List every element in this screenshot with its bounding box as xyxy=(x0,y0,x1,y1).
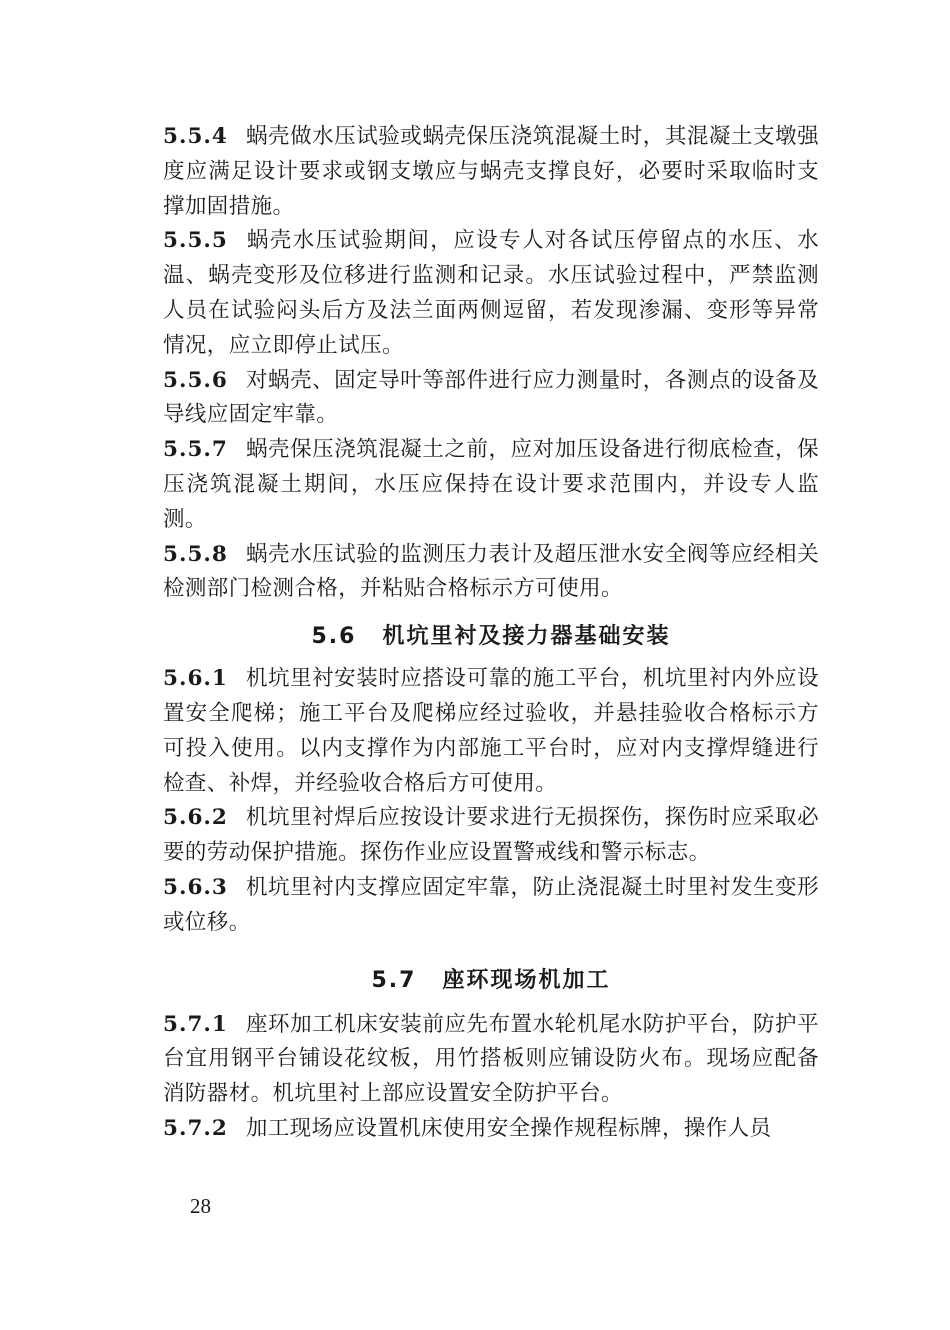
clause-5-5-6 xyxy=(163,364,819,434)
page-number: 28 xyxy=(190,1194,211,1218)
clause-number: 5.6.1 xyxy=(163,666,228,692)
clause-5-6-2 xyxy=(163,801,819,871)
section-heading-5-7 xyxy=(163,963,819,994)
clause-5-6-3 xyxy=(163,871,819,941)
clause-text: 机坑里衬焊后应按设计要求进行无损探伤，探伤时应采取必要的劳动保护措施。探伤作业应设置警戒线和警示标志。 xyxy=(163,805,819,866)
clause-text: 蜗壳水压试验的监测压力表计及超压泄水安全阀等应经相关检测部门检测合格，并粘贴合格标示方可使用。 xyxy=(163,541,819,602)
section-title-text: 座环现场机加工 xyxy=(442,967,611,993)
clause-5-6-1 xyxy=(163,662,819,801)
section-number: 5.6 xyxy=(311,624,357,650)
clause-text: 对蜗壳、固定导叶等部件进行应力测量时，各测点的设备及导线应固定牢靠。 xyxy=(163,367,819,428)
clause-text: 座环加工机床安装前应先布置水轮机尾水防护平台，防护平台宜用钢平台铺设花纹板，用竹搭板则应铺设防火布。现场应配备消防器材。机坑里衬上部应设置安全防护平台。 xyxy=(163,1011,819,1107)
document-body xyxy=(163,120,819,1147)
clause-number: 5.7.2 xyxy=(163,1115,228,1141)
clause-number: 5.6.3 xyxy=(163,874,228,900)
clause-text: 机坑里衬安装时应搭设可靠的施工平台，机坑里衬内外应设置安全爬梯；施工平台及爬梯应经过验收，并悬挂验收合格标示方可投入使用。以内支撑作为内部施工平台时，应对内支撑焊缝进行检查、补焊，并经验收合格后方可使用。 xyxy=(163,666,819,796)
clause-5-5-8 xyxy=(163,538,819,608)
clause-number: 5.5.4 xyxy=(163,124,228,149)
clause-number: 5.5.5 xyxy=(163,228,228,254)
clause-text: 加工现场应设置机床使用安全操作规程标牌，操作人员 xyxy=(245,1115,772,1141)
clause-number: 5.5.8 xyxy=(163,541,228,567)
clause-5-7-2 xyxy=(163,1112,819,1147)
clause-text: 蜗壳保压浇筑混凝土之前，应对加压设备进行彻底检查，保压浇筑混凝土期间，水压应保持在设计要求范围内，并设专人监测。 xyxy=(163,437,819,532)
clause-5-5-7 xyxy=(163,433,819,537)
section-number: 5.7 xyxy=(371,967,417,993)
clause-number: 5.5.6 xyxy=(163,367,228,393)
clause-text: 蜗壳做水压试验或蜗壳保压浇筑混凝土时，其混凝土支墩强度应满足设计要求或钢支墩应与蜗壳支撑良好，必要时采取临时支撑加固措施。 xyxy=(163,124,819,219)
section-heading-5-6 xyxy=(163,619,819,650)
section-title-text: 机坑里衬及接力器基础安装 xyxy=(382,624,671,650)
clause-5-5-4 xyxy=(163,120,819,224)
clause-text: 蜗壳水压试验期间，应设专人对各试压停留点的水压、水温、蜗壳变形及位移进行监测和记录。水压试验过程中，严禁监测人员在试验闷头后方及法兰面两侧逗留，若发现渗漏、变形等异常情况，应立即停止试压。 xyxy=(163,228,819,358)
clause-text: 机坑里衬内支撑应固定牢靠，防止浇混凝土时里衬发生变形或位移。 xyxy=(163,874,819,935)
clause-number: 5.7.1 xyxy=(163,1011,228,1037)
clause-5-5-5 xyxy=(163,224,819,363)
clause-5-7-1 xyxy=(163,1008,819,1112)
clause-number: 5.6.2 xyxy=(163,805,228,831)
clause-number: 5.5.7 xyxy=(163,437,228,463)
